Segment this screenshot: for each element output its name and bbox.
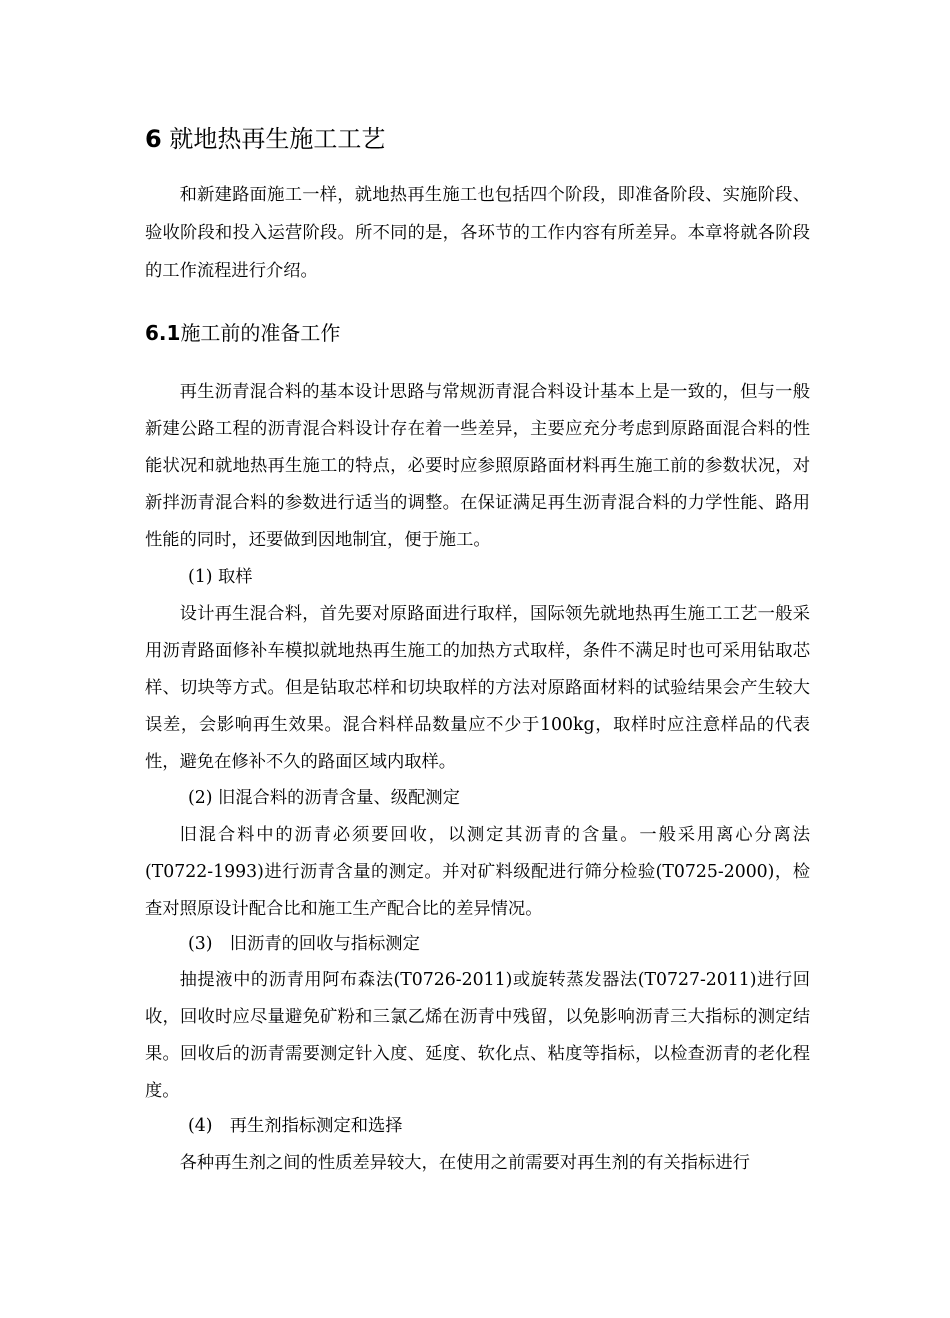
item-text-1: 设计再生混合料，首先要对原路面进行取样，国际领先就地热再生施工工艺一般采用沥青路面修补车模拟就地热再生施工的加热方式取样，条件不满足时也可采用钻取芯样、切块等方式。但是钻取芯样和切块取样的方法对原路面材料的试验结果会产生较大误差，会影响再生效果。混合料样品数量应不少于100kg，取样时应注意样品的代表性，避免在修补不久的路面区域内取样。 bbox=[145, 604, 810, 772]
chapter-title: 就地热再生施工工艺 bbox=[169, 125, 386, 153]
chapter-number: 6 bbox=[145, 125, 162, 153]
intro-paragraph: 和新建路面施工一样，就地热再生施工也包括四个阶段，即准备阶段、实施阶段、验收阶段和投入运营阶段。所不同的是，各环节的工作内容有所差异。本章将就各阶段的工作流程进行介绍。 bbox=[145, 185, 810, 281]
section-number: 6.1 bbox=[145, 321, 181, 345]
item-label-2: (2) 旧混合料的沥青含量、级配测定 bbox=[188, 788, 460, 808]
chapter-heading bbox=[145, 122, 385, 156]
item-label-4: (4) 再生剂指标测定和选择 bbox=[188, 1116, 403, 1136]
item-text-4: 各种再生剂之间的性质差异较大，在使用之前需要对再生剂的有关指标进行 bbox=[179, 1153, 750, 1173]
section-paragraph: 再生沥青混合料的基本设计思路与常规沥青混合料设计基本上是一致的，但与一般新建公路工程的沥青混合料设计存在着一些差异，主要应充分考虑到原路面混合料的性能状况和就地热再生施工的特点，必要时应参照原路面材料再生施工前的参数状况，对新拌沥青混合料的参数进行适当的调整。在保证满足再生沥青混合料的力学性能、路用性能的同时，还要做到因地制宜，便于施工。 bbox=[145, 382, 810, 550]
item-text-3: 抽提液中的沥青用阿布森法(T0726-2011)或旋转蒸发器法(T0727-2011)进行回收，回收时应尽量避免矿粉和三氯乙烯在沥青中残留，以免影响沥青三大指标的测定结果。回收后的沥青需要测定针入度、延度、软化点、粘度等指标，以检查沥青的老化程度。 bbox=[145, 970, 810, 1101]
item-label-1: (1) 取样 bbox=[188, 567, 253, 587]
item-text-2: 旧混合料中的沥青必须要回收，以测定其沥青的含量。一般采用离心分离法(T0722-1993)进行沥青含量的测定。并对矿料级配进行筛分检验(T0725-2000)，检查对照原设计配合比和施工生产配合比的差异情况。 bbox=[145, 825, 810, 919]
section-heading bbox=[145, 318, 340, 348]
item-label-3: (3) 旧沥青的回收与指标测定 bbox=[188, 934, 420, 954]
section-title: 施工前的准备工作 bbox=[180, 321, 341, 345]
